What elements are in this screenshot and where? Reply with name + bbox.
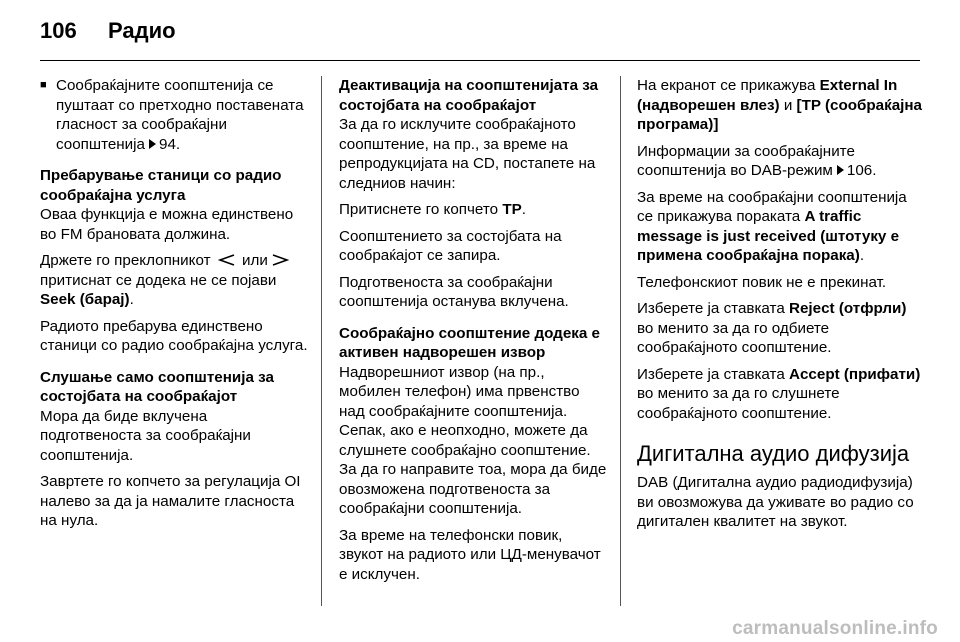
column-divider [620, 76, 621, 606]
page-number: 106 [40, 18, 77, 43]
page-reference[interactable]: 94. [159, 135, 181, 153]
paragraph: Оваа функција е можна единствено во FM брановата должина. [40, 206, 294, 243]
page-reference[interactable]: 106. [846, 162, 877, 179]
paragraph: За да го исклучите сообраќајното соопштение, на пр., за време на репродукцијата на CD, постапете на следниов начин: [339, 116, 596, 192]
tp-button-label: TP [502, 201, 522, 218]
section-heading: Слушање само соопштенија за состојбата на сообраќајот [40, 368, 274, 405]
reject-label: Reject (отфрли) [789, 300, 907, 317]
traffic-message-label: A traffic message is just received (штотуку е примена сообраќајна порака) [637, 208, 900, 264]
paragraph: Држете го преклопникот или притиснат се додека не се појави Seek (барај). [40, 251, 308, 310]
page-header [40, 18, 176, 48]
paragraph: Притиснете го копчето TP. [339, 201, 526, 218]
column-2 [339, 76, 607, 591]
tp-program-label: [TP (сообраќајна програма)] [637, 96, 923, 133]
paragraph: На екранот се прикажува External In (надворешен влез) и [TP (сообраќајна програма)] [637, 77, 923, 133]
header-divider [40, 60, 920, 61]
watermark: carmanualsonline.info [732, 618, 938, 639]
paragraph: За време на сообраќајни соопштенија се прикажува пораката A traffic message is just received (штотуку е примена сообраќајна порака). [637, 188, 907, 264]
paragraph: Телефонскиот повик не е прекинат. [637, 273, 887, 291]
chapter-heading: Дигитална аудио дифузија [637, 441, 910, 466]
section-heading: Пребарување станици со радио сообраќајна услуга [40, 167, 282, 204]
section-heading: Сообраќајно соопштение додека е активен надворешен извор [339, 324, 600, 361]
seek-forward-icon [272, 254, 289, 266]
column-3 [637, 76, 927, 539]
accept-label: Accept (прифати) [789, 365, 921, 383]
section-heading: Деактивација на соопштенијата за состојбата на сообраќајот [339, 77, 599, 114]
paragraph: Радиото пребарува единствено станици со радио сообраќајна услуга. [40, 317, 308, 354]
bullet-square-icon: ■ [40, 79, 47, 91]
external-in-label: External In (надворешен влез) [637, 77, 898, 114]
paragraph: Мора да биде вклучена подготвеноста за сообраќајни соопштенија. [40, 407, 251, 464]
bullet-text: Сообраќајните соопштенија се пуштаат со претходно поставената гласност за сообраќајни соопштенија [56, 77, 304, 153]
column-1 [40, 76, 308, 538]
paragraph: За време на телефонски повик, звукот на радиото или ЦД-менувачот е исклучен. [339, 526, 601, 583]
page-reference-icon [837, 165, 844, 175]
seek-label: Seek (барај) [40, 291, 130, 308]
paragraph: Информации за сообраќајните соопштенија во DAB-режим 106. [637, 142, 877, 179]
paragraph: Завртете го копчето за регулација OI налево за да ја намалите гласноста на нула. [40, 473, 301, 529]
seek-back-icon [218, 254, 235, 266]
paragraph: Подготвеноста за сообраќајни соопштенија останува вклучена. [339, 273, 569, 310]
bullet-item [40, 76, 308, 154]
paragraph: DAB (Дигитална аудио радиодифузија) ви овозможува да уживате во радио со дигитален квалитет на звукот. [637, 474, 914, 530]
paragraph: Изберете ја ставката Reject (отфрли) во менито за да го одбиете сообраќајното соопштение. [637, 300, 907, 356]
paragraph: Надворешниот извор (на пр., мобилен телефон) има првенство над сообраќајните соопштенија. Сепак, ако е неопходно, можете да слушнете сообраќајно соопштение. За да го направите тоа, мора да биде овозможена подготвеноста за сообраќајни соопштенија. [339, 363, 607, 517]
page-reference-icon [149, 139, 156, 149]
paragraph: Соопштението за состојбата на сообраќајот се запира. [339, 227, 562, 264]
column-divider [321, 76, 322, 606]
page-title: Радио [108, 18, 176, 43]
paragraph: Изберете ја ставката Accept (прифати) во менито за да го слушнете сообраќајното соопштение. [637, 365, 921, 422]
